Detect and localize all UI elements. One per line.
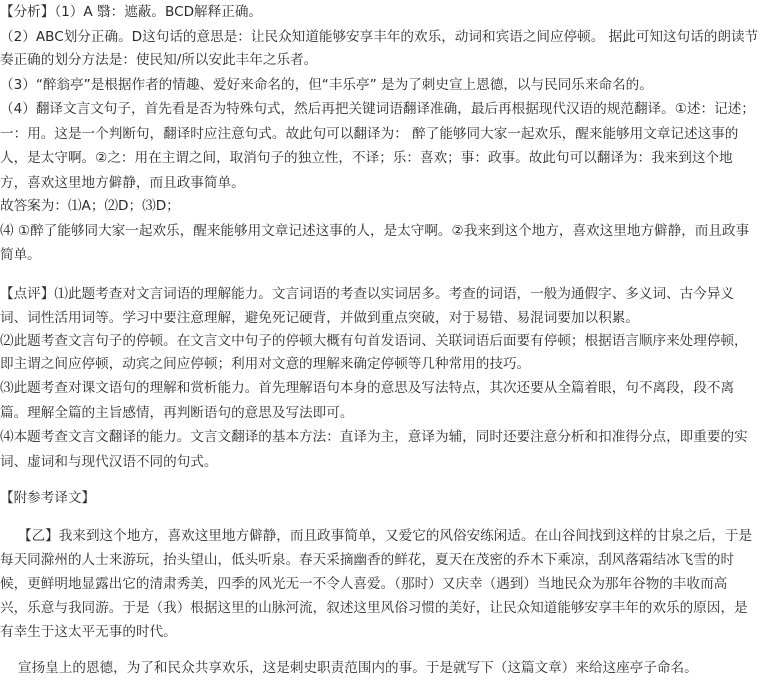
analysis-line-1: 【分析】（1）A 翳：遮蔽。BCD解释正确。 [0,4,263,20]
answer-line: 故答案为：⑴A；⑵D；⑶D； [0,198,180,214]
reference-line-1: 【乙】我来到这个地方，喜欢这里地方僻静，而且政事简单，又爱它的风俗安练闲适。在山谷间找到这样的甘泉之后，于是 [18,528,753,544]
comment-line-8: 词、虚词和与现代汉语不同的句式。 [0,454,218,470]
reference-line-4: 兴，乐意与我同游。于是（我）根据这里的山脉河流，叙述这里风俗习惯的美好，让民众知道能够安享丰年的欢乐的原因，是 [0,600,748,616]
reference-line-6: 宣扬皇上的恩德，为了和民众共享欢乐，这是刺史职责范围内的事。于是就写下（这篇文章）来给这座亭子命名。 [18,660,698,676]
analysis-line-5: （4）翻译文言文句子，首先看是否为特殊句式，然后再把关键词语翻译准确，最后再根据现代汉语的规范翻译。①述：记述； [0,101,755,117]
reference-line-3: 候，更鲜明地显露出它的清肃秀美，四季的风光无一不令人喜爱。（那时）又庆幸（遇到）当地民众为那年谷物的丰收而高 [0,576,728,592]
analysis-line-3: 奏正确的划分方法是：使民知/所以安此丰年之乐者。 [0,52,318,68]
comment-line-5: ⑶此题考查对课文语句的理解和赏析能力。首先理解语句本身的意思及写法特点，其次还要从全篇着眼，句不离段，段不离 [0,380,735,396]
analysis-line-4: （3）“醉翁亭”是根据作者的情趣、爱好来命名的，但“丰乐亭” 是为了刺史宣上恩德，以与民同乐来命名的。 [0,77,653,93]
reference-heading: 【附参考译文】 [0,490,96,506]
comment-line-2: 词、词性活用词等。学习中要注意理解，避免死记硬背，并做到重点突破，对于易错、易混词要加以积累。 [0,310,639,326]
comment-line-7: ⑷本题考查文言文翻译的能力。文言文翻译的基本方法：直译为主，意译为辅，同时还要注意分析和扣准得分点，即重要的实 [0,429,748,445]
analysis-line-2: （2）ABC划分正确。D这句话的意思是：让民众知道能够安享丰年的欢乐，动词和宾语之间应停顿。 据此可知这句话的朗读节 [0,29,759,45]
analysis-line-6: 一：用。这是一个判断句，翻译时应注意句式。故此句可以翻译为： 醉了能够同大家一起欢乐，醒来能够用文章记述这事的 [0,126,739,142]
analysis-line-8: 方，喜欢这里地方僻静，而且政事简单。 [0,175,245,191]
reference-line-5: 有幸生于这太平无事的时代。 [0,624,177,640]
comment-line-3: ⑵此题考查文言句子的停顿。在文言文中句子的停顿大概有句首发语词、关联词语后面要有停顿；根据语言顺序来处理停顿， [0,333,748,349]
analysis-line-11: 简单。 [0,247,41,263]
comment-line-6: 篇。理解全篇的主旨感情，再判断语句的意思及写法即可。 [0,405,354,421]
comment-line-4: 即主谓之间应停顿，动宾之间应停顿；利用对文意的理解来确定停顿等几种常用的技巧。 [0,356,531,372]
comment-line-1: 【点评】⑴此题考查对文言词语的理解能力。文言词语的考查以实词居多。考查的词语，一般为通假字、多义词、古今异义 [0,286,735,302]
analysis-line-10: ⑷ ①醉了能够同大家一起欢乐，醒来能够用文章记述这事的人，是太守啊。②我来到这个地方，喜欢这里地方僻静，而且政事 [0,223,750,239]
analysis-line-7: 人，是太守啊。②之：用在主谓之间，取消句子的独立性，不译；乐：喜欢；事：政事。故此句可以翻译为：我来到这个地 [0,150,733,166]
reference-line-2: 每天同滁州的人士来游玩，抬头望山，低头听泉。春天采摘幽香的鲜花，夏天在茂密的乔木下乘凉，刮风落霜结冰飞雪的时 [0,552,735,568]
